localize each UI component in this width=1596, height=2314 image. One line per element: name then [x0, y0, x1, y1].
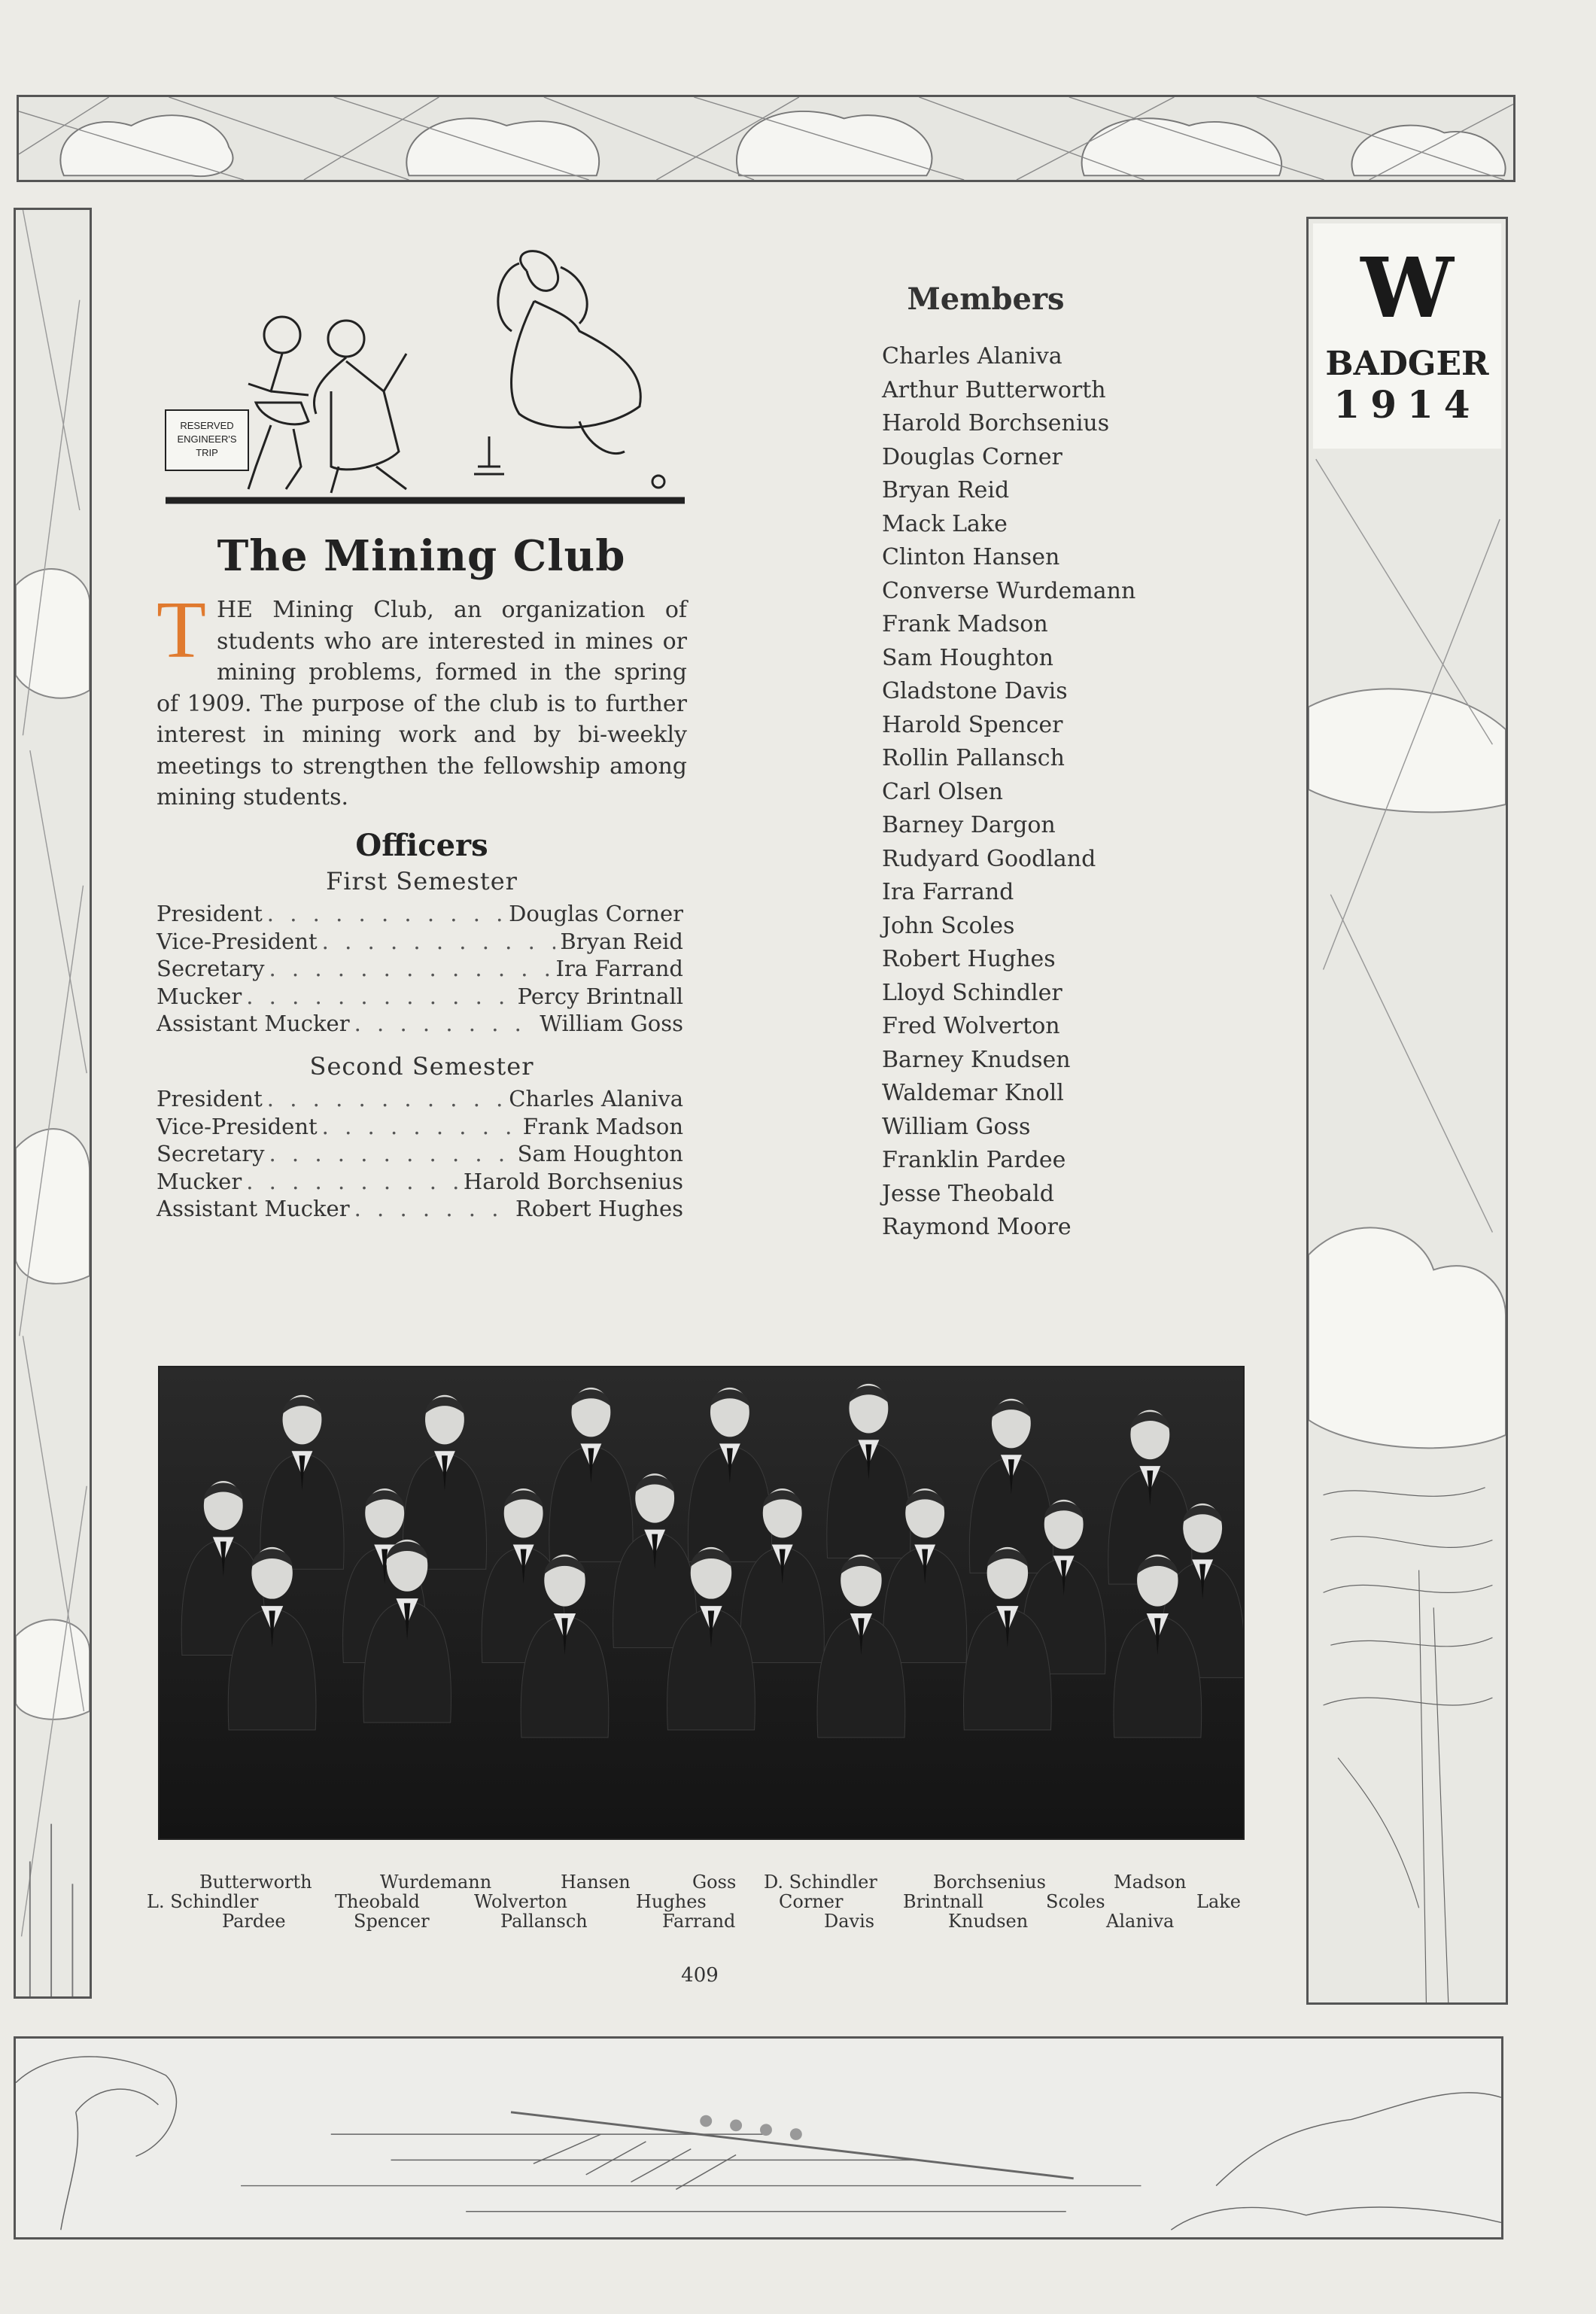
badger-title: BADGER	[1325, 345, 1489, 383]
member-name: Converse Wurdemann	[882, 577, 1136, 604]
member-name: Fred Wolverton	[882, 1013, 1060, 1039]
member-name: John Scoles	[882, 912, 1015, 939]
member-name: Rollin Pallansch	[882, 745, 1065, 771]
member-name: Waldemar Knoll	[882, 1080, 1064, 1106]
member-name: Charles Alaniva	[882, 343, 1062, 369]
sign-line-1: RESERVED	[180, 420, 234, 431]
officer-role: Secretary	[157, 956, 265, 981]
caption-name: Hughes	[636, 1891, 707, 1912]
caption-name: Goss	[692, 1872, 737, 1893]
member-name: William Goss	[882, 1113, 1031, 1140]
caption-name: Theobald	[335, 1891, 420, 1912]
caption-name: L. Schindler	[147, 1891, 259, 1912]
member-name: Harold Borchsenius	[882, 410, 1110, 436]
bottom-rowing-scene	[14, 2036, 1503, 2240]
member-name: Bryan Reid	[882, 477, 1010, 503]
officer-role: Vice-President	[157, 1113, 318, 1139]
officer-row	[157, 1195, 683, 1223]
officer-role: President	[157, 901, 263, 926]
member-name: Gladstone Davis	[882, 678, 1068, 704]
second-semester-heading: Second Semester	[309, 1052, 534, 1081]
officer-name: Robert Hughes	[515, 1196, 683, 1221]
page-number: 409	[681, 1964, 719, 1987]
page-title: The Mining Club	[217, 531, 626, 581]
officer-name: Ira Farrand	[555, 956, 683, 981]
officer-row	[157, 1140, 683, 1168]
drop-cap: T	[157, 585, 206, 675]
caption-name: Brintnall	[903, 1891, 984, 1912]
member-name: Carl Olsen	[882, 778, 1003, 805]
officer-name: Frank Madson	[522, 1113, 683, 1139]
officer-role: Vice-President	[157, 928, 318, 954]
officer-name: Sam Houghton	[517, 1141, 683, 1166]
officer-row	[157, 900, 683, 928]
officer-role: Mucker	[157, 1168, 242, 1194]
officer-name: Percy Brintnall	[517, 983, 683, 1009]
member-name: Harold Spencer	[882, 711, 1063, 738]
caption-name: Wurdemann	[380, 1872, 492, 1893]
member-name: Ira Farrand	[882, 879, 1014, 905]
first-semester-heading: First Semester	[326, 867, 518, 895]
caption-name: Borchsenius	[933, 1872, 1046, 1893]
officer-role: Assistant Mucker	[157, 1011, 350, 1036]
member-name: Mack Lake	[882, 510, 1008, 537]
officer-row	[157, 928, 683, 956]
officer-role: Secretary	[157, 1141, 265, 1166]
member-name: Arthur Butterworth	[882, 376, 1106, 403]
officer-name: Douglas Corner	[509, 901, 683, 926]
caption-name: Farrand	[662, 1911, 736, 1932]
group-photograph	[158, 1366, 1245, 1840]
cartoon-illustration	[158, 241, 685, 527]
officer-name: Charles Alaniva	[509, 1086, 683, 1111]
first-semester-officers	[157, 900, 683, 1038]
member-name: Sam Houghton	[882, 644, 1053, 671]
member-name: Clinton Hansen	[882, 544, 1060, 570]
badger-year: 1914	[1333, 382, 1481, 427]
member-name: Lloyd Schindler	[882, 979, 1062, 1006]
member-name: Jesse Theobald	[882, 1180, 1054, 1207]
second-semester-officers	[157, 1085, 683, 1223]
members-list	[882, 340, 1228, 1245]
member-name: Douglas Corner	[882, 443, 1062, 470]
officer-row	[157, 1113, 683, 1141]
sign-line-2: ENGINEER'S	[177, 433, 237, 445]
caption-name: Knudsen	[948, 1911, 1029, 1932]
members-heading: Members	[907, 281, 1065, 317]
member-name: Franklin Pardee	[882, 1147, 1066, 1173]
caption-name: Alaniva	[1106, 1911, 1175, 1932]
left-decorative-border	[14, 208, 92, 1999]
caption-name: Corner	[779, 1891, 844, 1912]
caption-name: Spencer	[354, 1911, 430, 1932]
caption-name: Lake	[1196, 1891, 1241, 1912]
officer-row	[157, 1085, 683, 1113]
member-name: Barney Dargon	[882, 812, 1056, 838]
officer-row	[157, 983, 683, 1011]
officer-role: President	[157, 1086, 263, 1111]
top-decorative-banner	[17, 95, 1515, 182]
caption-name: Pardee	[222, 1911, 286, 1932]
officer-row	[157, 1168, 683, 1196]
officer-role: Mucker	[157, 983, 242, 1009]
officer-name: William Goss	[540, 1011, 683, 1036]
member-name: Rudyard Goodland	[882, 845, 1096, 872]
caption-name: Davis	[824, 1911, 875, 1932]
caption-name: Pallansch	[500, 1911, 588, 1932]
officer-name: Harold Borchsenius	[463, 1168, 683, 1194]
right-decorative-border	[1306, 217, 1508, 2005]
member-name: Raymond Moore	[882, 1214, 1072, 1240]
caption-name: Scoles	[1046, 1891, 1105, 1912]
officer-role: Assistant Mucker	[157, 1196, 350, 1221]
officer-name: Bryan Reid	[560, 928, 683, 954]
member-name: Barney Knudsen	[882, 1046, 1071, 1073]
w-letter: W	[1360, 239, 1454, 336]
caption-name: D. Schindler	[764, 1872, 877, 1893]
caption-name: Butterworth	[199, 1872, 312, 1893]
officer-row	[157, 1010, 683, 1038]
caption-name: Hansen	[561, 1872, 631, 1893]
intro-text: HE Mining Club, an organization of students who are interested in mines or mining problems, formed in the spring of 1909. The purpose of the club is to further interest in mining work and by bi-weekly meetings to strengthen the fellowship among mining students.	[157, 597, 687, 810]
caption-name: Wolverton	[474, 1891, 567, 1912]
officers-heading: Officers	[355, 828, 488, 863]
caption-name: Madson	[1114, 1872, 1187, 1893]
intro-paragraph	[157, 585, 687, 813]
member-name: Frank Madson	[882, 611, 1048, 637]
member-name: Robert Hughes	[882, 946, 1056, 972]
sign-line-3: TRIP	[196, 447, 218, 458]
officer-row	[157, 955, 683, 983]
